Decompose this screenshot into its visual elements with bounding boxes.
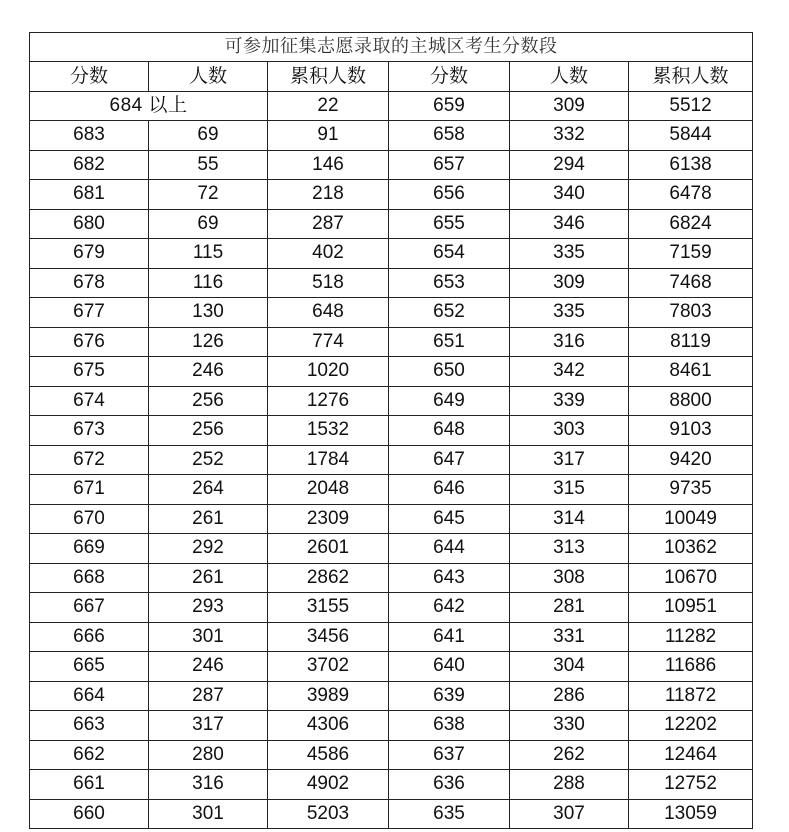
score-cell: 667 (30, 593, 149, 623)
cumulative-cell: 2601 (268, 534, 389, 564)
score-cell-2: 635 (389, 799, 510, 829)
count-cell: 261 (149, 504, 268, 534)
score-cell-2: 636 (389, 770, 510, 800)
score-cell-2: 638 (389, 711, 510, 741)
cumulative-cell: 218 (268, 180, 389, 210)
table-row (30, 416, 753, 446)
score-cell: 679 (30, 239, 149, 269)
count-cell: 256 (149, 386, 268, 416)
cumulative-cell-2: 10362 (629, 534, 753, 564)
score-cell: 677 (30, 298, 149, 328)
count-cell-2: 342 (510, 357, 629, 387)
count-cell-2: 335 (510, 239, 629, 269)
score-cell: 676 (30, 327, 149, 357)
table-row (30, 534, 753, 564)
cumulative-cell-2: 9103 (629, 416, 753, 446)
cumulative-cell: 518 (268, 268, 389, 298)
table-row (30, 180, 753, 210)
cumulative-cell: 5203 (268, 799, 389, 829)
score-cell: 665 (30, 652, 149, 682)
cumulative-cell-2: 6138 (629, 150, 753, 180)
score-cell: 680 (30, 209, 149, 239)
cumulative-cell: 146 (268, 150, 389, 180)
score-cell: 675 (30, 357, 149, 387)
cumulative-cell: 4902 (268, 770, 389, 800)
score-cell-2: 652 (389, 298, 510, 328)
cumulative-cell-2: 13059 (629, 799, 753, 829)
score-cell: 660 (30, 799, 149, 829)
score-cell-2: 647 (389, 445, 510, 475)
count-cell: 292 (149, 534, 268, 564)
cumulative-cell-2: 6824 (629, 209, 753, 239)
cumulative-cell: 4586 (268, 740, 389, 770)
cumulative-cell-2: 8800 (629, 386, 753, 416)
cumulative-cell: 648 (268, 298, 389, 328)
cumulative-cell-2: 8461 (629, 357, 753, 387)
score-cell-2: 643 (389, 563, 510, 593)
table-row (30, 593, 753, 623)
count-cell-2: 307 (510, 799, 629, 829)
cumulative-cell-2: 5844 (629, 121, 753, 151)
header-count: 人数 (149, 62, 268, 92)
score-cell: 683 (30, 121, 149, 151)
count-cell: 280 (149, 740, 268, 770)
cumulative-cell: 91 (268, 121, 389, 151)
count-cell: 115 (149, 239, 268, 269)
cumulative-cell-2: 11686 (629, 652, 753, 682)
table-row (30, 563, 753, 593)
cumulative-cell-2: 6478 (629, 180, 753, 210)
table-row (30, 209, 753, 239)
count-cell: 287 (149, 681, 268, 711)
table-title: 可参加征集志愿录取的主城区考生分数段 (30, 33, 753, 62)
score-above-label: 684 以上 (30, 91, 268, 121)
count-cell: 256 (149, 416, 268, 446)
score-cell: 666 (30, 622, 149, 652)
count-cell-2: 304 (510, 652, 629, 682)
count-cell: 301 (149, 622, 268, 652)
count-cell: 69 (149, 121, 268, 151)
cumulative-cell: 2048 (268, 475, 389, 505)
cumulative-cell-2: 10049 (629, 504, 753, 534)
cumulative-cell: 402 (268, 239, 389, 269)
header-cumulative-2: 累积人数 (629, 62, 753, 92)
count-cell-2: 331 (510, 622, 629, 652)
score-cell: 674 (30, 386, 149, 416)
table-row (30, 357, 753, 387)
count-cell-2: 330 (510, 711, 629, 741)
count-cell: 316 (149, 770, 268, 800)
table-row (30, 681, 753, 711)
score-cell-2: 645 (389, 504, 510, 534)
table-row (30, 622, 753, 652)
cumulative-cell-2: 9420 (629, 445, 753, 475)
score-cell: 673 (30, 416, 149, 446)
score-cell-2: 650 (389, 357, 510, 387)
cumulative-cell-2: 11872 (629, 681, 753, 711)
score-cell-2: 657 (389, 150, 510, 180)
score-cell-2: 641 (389, 622, 510, 652)
cumulative-cell: 3989 (268, 681, 389, 711)
score-cell-2: 648 (389, 416, 510, 446)
count-cell: 317 (149, 711, 268, 741)
cumulative-cell: 4306 (268, 711, 389, 741)
score-cell: 678 (30, 268, 149, 298)
count-cell: 301 (149, 799, 268, 829)
cumulative-cell: 1532 (268, 416, 389, 446)
score-cell-2: 639 (389, 681, 510, 711)
cumulative-cell-2: 7468 (629, 268, 753, 298)
table-row (30, 711, 753, 741)
count-cell-2: 335 (510, 298, 629, 328)
score-cell-2: 640 (389, 652, 510, 682)
table-title-row (30, 33, 753, 62)
score-cell-2: 653 (389, 268, 510, 298)
score-cell-2: 656 (389, 180, 510, 210)
cumulative-cell: 1276 (268, 386, 389, 416)
count-cell-2: 294 (510, 150, 629, 180)
table-row (30, 91, 753, 121)
cumulative-cell-2: 7159 (629, 239, 753, 269)
count-cell: 246 (149, 652, 268, 682)
table-header-row (30, 62, 753, 92)
score-cell-2: 651 (389, 327, 510, 357)
table-row (30, 327, 753, 357)
cumulative-cell: 3702 (268, 652, 389, 682)
header-score: 分数 (30, 62, 149, 92)
table-row (30, 150, 753, 180)
count-cell-2: 340 (510, 180, 629, 210)
count-cell-2: 314 (510, 504, 629, 534)
cumulative-cell: 3155 (268, 593, 389, 623)
score-cell-2: 658 (389, 121, 510, 151)
count-cell-2: 262 (510, 740, 629, 770)
score-cell: 662 (30, 740, 149, 770)
score-cell-2: 649 (389, 386, 510, 416)
count-cell-2: 315 (510, 475, 629, 505)
count-cell: 69 (149, 209, 268, 239)
score-cell: 671 (30, 475, 149, 505)
count-cell: 116 (149, 268, 268, 298)
table-row (30, 504, 753, 534)
cumulative-cell-2: 8119 (629, 327, 753, 357)
score-cell: 663 (30, 711, 149, 741)
cumulative-cell: 22 (268, 91, 389, 121)
cumulative-cell-2: 12464 (629, 740, 753, 770)
count-cell-2: 309 (510, 268, 629, 298)
count-cell-2: 332 (510, 121, 629, 151)
score-cell: 681 (30, 180, 149, 210)
count-cell-2: 288 (510, 770, 629, 800)
table-row (30, 799, 753, 829)
cumulative-cell-2: 5512 (629, 91, 753, 121)
score-cell: 664 (30, 681, 149, 711)
cumulative-cell-2: 9735 (629, 475, 753, 505)
cumulative-cell: 287 (268, 209, 389, 239)
count-cell-2: 317 (510, 445, 629, 475)
score-cell: 682 (30, 150, 149, 180)
table-row (30, 475, 753, 505)
table-row (30, 740, 753, 770)
cumulative-cell-2: 12202 (629, 711, 753, 741)
header-count-2: 人数 (510, 62, 629, 92)
table-row (30, 652, 753, 682)
count-cell-2: 309 (510, 91, 629, 121)
count-cell: 264 (149, 475, 268, 505)
count-cell-2: 316 (510, 327, 629, 357)
table-row (30, 298, 753, 328)
table-row (30, 770, 753, 800)
table-row (30, 239, 753, 269)
cumulative-cell: 774 (268, 327, 389, 357)
count-cell-2: 286 (510, 681, 629, 711)
table-row (30, 386, 753, 416)
score-cell-2: 654 (389, 239, 510, 269)
score-distribution-sheet (29, 32, 752, 829)
count-cell: 252 (149, 445, 268, 475)
score-cell-2: 637 (389, 740, 510, 770)
count-cell: 126 (149, 327, 268, 357)
count-cell-2: 303 (510, 416, 629, 446)
score-cell: 672 (30, 445, 149, 475)
cumulative-cell-2: 10670 (629, 563, 753, 593)
count-cell: 261 (149, 563, 268, 593)
cumulative-cell: 2862 (268, 563, 389, 593)
table-row (30, 445, 753, 475)
count-cell-2: 281 (510, 593, 629, 623)
cumulative-cell: 1784 (268, 445, 389, 475)
score-table (29, 32, 753, 829)
score-cell-2: 642 (389, 593, 510, 623)
score-cell-2: 646 (389, 475, 510, 505)
count-cell-2: 346 (510, 209, 629, 239)
score-cell: 661 (30, 770, 149, 800)
cumulative-cell-2: 10951 (629, 593, 753, 623)
score-cell: 668 (30, 563, 149, 593)
table-row (30, 268, 753, 298)
count-cell-2: 313 (510, 534, 629, 564)
count-cell-2: 308 (510, 563, 629, 593)
cumulative-cell: 1020 (268, 357, 389, 387)
score-cell: 670 (30, 504, 149, 534)
count-cell: 55 (149, 150, 268, 180)
score-cell-2: 644 (389, 534, 510, 564)
cumulative-cell: 2309 (268, 504, 389, 534)
count-cell: 293 (149, 593, 268, 623)
header-score-2: 分数 (389, 62, 510, 92)
table-row (30, 121, 753, 151)
count-cell: 72 (149, 180, 268, 210)
cumulative-cell-2: 7803 (629, 298, 753, 328)
score-cell-2: 655 (389, 209, 510, 239)
cumulative-cell-2: 12752 (629, 770, 753, 800)
count-cell: 130 (149, 298, 268, 328)
score-cell-2: 659 (389, 91, 510, 121)
count-cell-2: 339 (510, 386, 629, 416)
header-cumulative: 累积人数 (268, 62, 389, 92)
score-cell: 669 (30, 534, 149, 564)
count-cell: 246 (149, 357, 268, 387)
cumulative-cell: 3456 (268, 622, 389, 652)
cumulative-cell-2: 11282 (629, 622, 753, 652)
